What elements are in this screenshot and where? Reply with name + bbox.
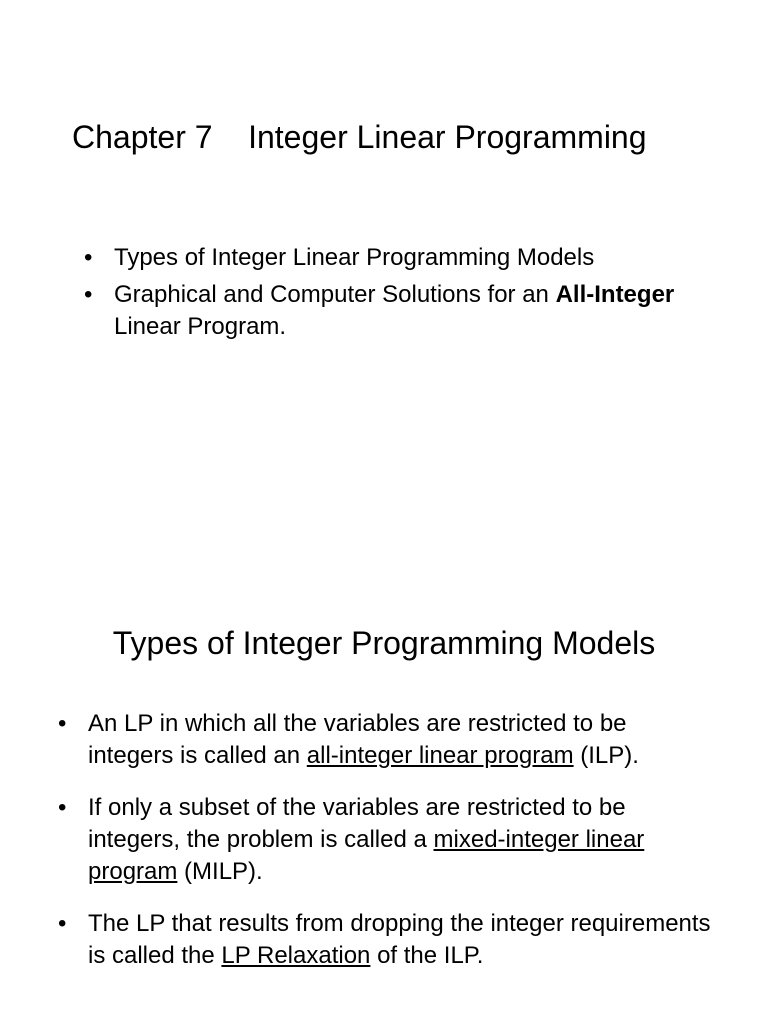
list-item-bold-text: All-Integer xyxy=(555,281,675,308)
underlined-term: mixed-integer linear program xyxy=(88,826,645,885)
bullet-icon: • xyxy=(58,910,67,937)
list-item xyxy=(58,708,718,772)
list-item-text: Graphical and Computer Solutions for an xyxy=(114,281,556,308)
list-item-text: (MILP). xyxy=(177,858,263,885)
bullet-icon: • xyxy=(58,710,67,737)
definitions-list xyxy=(58,708,718,992)
list-item-text: If only a subset of the variables are restricted to be integers, the problem is called a xyxy=(88,794,626,853)
bullet-icon: • xyxy=(84,244,93,271)
list-item-text: of the ILP. xyxy=(370,942,484,969)
list-item xyxy=(84,279,684,343)
list-item-text: The LP that results from dropping the integer requirements is called the xyxy=(88,910,711,969)
underlined-term: all-integer linear program xyxy=(306,742,574,769)
underlined-term: LP Relaxation xyxy=(221,942,371,969)
list-item xyxy=(58,908,718,972)
slide-title: Types of Integer Programming Models xyxy=(112,625,656,661)
list-item xyxy=(84,242,684,274)
chapter-title: Chapter 7 Integer Linear Programming xyxy=(72,119,647,155)
list-item xyxy=(58,792,718,888)
list-item-text: An LP in which all the variables are restricted to be integers is called an xyxy=(88,710,627,769)
chapter-topics-list xyxy=(84,242,684,348)
slide-types-of-models xyxy=(0,512,768,1024)
list-item-text: (ILP). xyxy=(573,742,639,769)
list-item-text: Types of Integer Linear Programming Models xyxy=(114,244,595,271)
bullet-icon: • xyxy=(84,281,93,308)
bullet-icon: • xyxy=(58,794,67,821)
list-item-text: Linear Program. xyxy=(114,313,287,340)
